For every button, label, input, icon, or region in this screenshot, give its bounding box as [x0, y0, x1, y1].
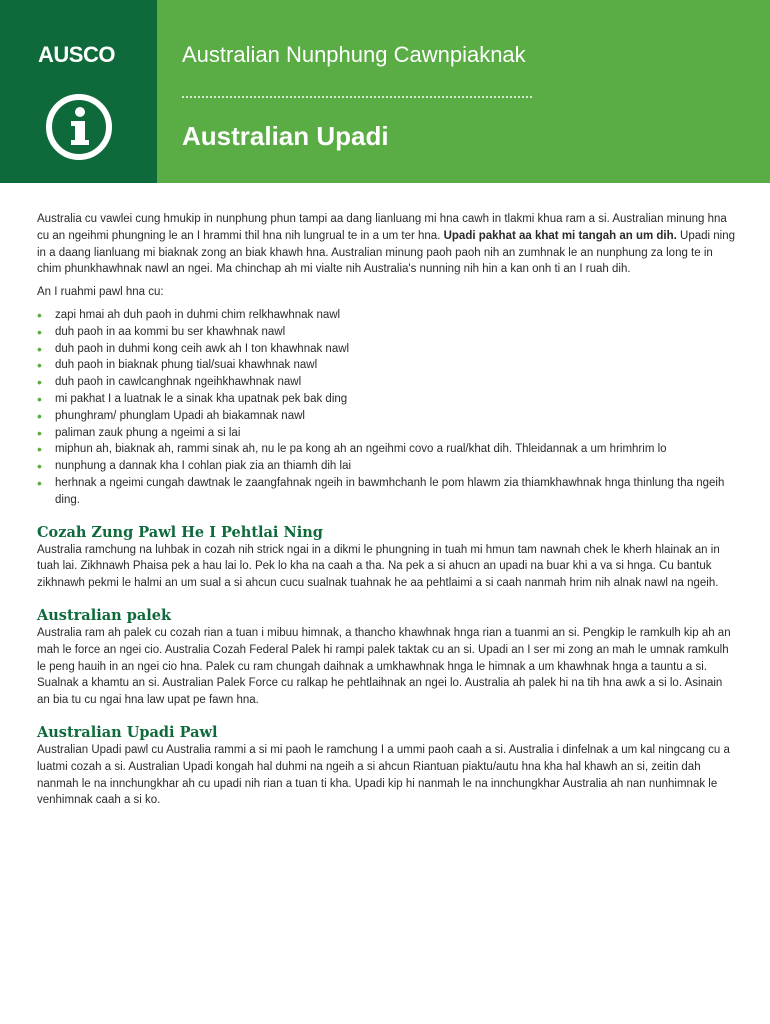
section-body-police: Australia ram ah palek cu cozah rian a tuan i mibuu himnak, a thancho khawhnak hnga rian a tuanmi an si. Pengkip le ramkulh kip ah an mah le force an ngei cio. Australia Cozah Federal Palek hi rampi palek taktak cu an si. Upadi an I ser mi zong an mah le umnak ramkulh le peng hauih in an ngei cio hna. Palek cu ram chungah daihnak a umkhawhnak hnga le himnak a um khawhnak hnga a tauntu a si. Sualnak a khamtu an si. Australian Palek Force cu ralkap he pehtlaihnak an ngei lo. Australia ah palek hi na tih hna awk a si lo. Asinain an bia tu cu ngai hna law upat pe fawn hna.	[37, 626, 731, 707]
header-dotted-divider	[182, 96, 532, 98]
info-icon	[44, 92, 114, 162]
ausco-logo: AUSCO	[38, 42, 115, 67]
list-item: • mi pakhat I a luatnak le a sinak kha upatnak pek bak ding	[37, 391, 737, 408]
main-content	[37, 211, 737, 815]
intro-bold-text: Upadi pakhat aa khat mi tangah an um dih.	[443, 229, 677, 242]
list-item: • duh paoh in biaknak phung tial/suai khawhnak nawl	[37, 357, 737, 374]
page-title: Australian Upadi	[182, 121, 389, 151]
list-item: • zapi hmai ah duh paoh in duhmi chim relkhawhnak nawl	[37, 307, 737, 324]
list-item: • duh paoh in duhmi kong ceih awk ah I ton khawhnak nawl	[37, 341, 737, 358]
section-body-laws: Australian Upadi pawl cu Australia rammi a si mi paoh le ramchung I a ummi paoh caah a si. Australia i dinfelnak a um kal ningcang cu a luatmi cozah a si. Australian Upadi kongah hal duhmi na ngeih a si ahcun Riantuan piaktu/autu hna kha hal khawh an si, zeitin dah nanmah le na innchungkhar ah cu upadi nih rian a tuan ti kha. Upadi kip hi nanmah le na innchungkhar Australia ah nan nunhimnak le venhimnak caah a si ko.	[37, 743, 730, 807]
section-heading-government: Cozah Zung Pawl He I Pehtlai Ning	[37, 523, 323, 541]
values-bullet-list	[37, 307, 737, 509]
list-item: • duh paoh in aa kommi bu ser khawhnak nawl	[37, 324, 737, 341]
intro-paragraph: Australia cu vawlei cung hmukip in nunphung phun tampi aa dang lianluang mi hna cawh in tlakmi khua ram a si. Australian minung hna cu an ngeihmi phungning le an I hrammi thil hna nih lungrual te in a um ter hna. Upadi pakhat aa khat mi tangah an um dih. Upadi ning in a daang lianluang mi biaknak zong an biak khawh hna. Australian minung paoh paoh nih an zumhnak le an nunphung za long te in chim phunkhawhnak nawl an ngei. Ma chinchap ah mi vialte nih Australia's nunning nih hin a kan onh ti an I ruah dih.	[37, 213, 736, 276]
list-item: • herhnak a ngeimi cungah dawtnak le zaangfahnak ngeih in bawmhchanh le pom hlawm zia thiamkhawhnak hnga thinlung tha ngeih ding.	[37, 475, 737, 509]
header-left-panel	[0, 0, 157, 183]
list-item: • phunghram/ phunglam Upadi ah biakamnak nawl	[37, 408, 737, 425]
header-banner	[0, 0, 770, 183]
list-item: • nunphung a dannak kha I cohlan piak zia an thiamh dih lai	[37, 458, 737, 475]
section-body-government: Australia ramchung na luhbak in cozah nih strick ngai in a dikmi le phungning in tuah mi hmun tam nawnah chek le kherh hlainak an in tuah lai. Zikhnawh Phaisa pek a hau lai lo. Pek lo kha na caah a tha. Na pek a si ahucn an upadi na buar khi a va si hnga. Cu bantuk zikhnawh pekmi le halmi an um sual a si ahcun cucu sualnak tuahnak he aa pehtlaimi a si caah nanmah hrim nih alnak nawl na ngeih.	[37, 543, 720, 590]
list-intro: An I ruahmi pawl hna cu:	[37, 286, 164, 299]
header-subtitle: Australian Nunphung Cawnpiaknak	[182, 42, 526, 67]
list-item: • duh paoh in cawlcanghnak ngeihkhawhnak nawl	[37, 374, 737, 391]
section-heading-police: Australian palek	[37, 606, 172, 624]
section-heading-laws: Australian Upadi Pawl	[37, 723, 218, 741]
list-item: • paliman zauk phung a ngeimi a si lai	[37, 425, 737, 442]
list-item: • miphun ah, biaknak ah, rammi sinak ah, nu le pa kong ah an ngeihmi covo a rual/khat dih. Thleidannak a um hrimhrim lo	[37, 441, 737, 458]
